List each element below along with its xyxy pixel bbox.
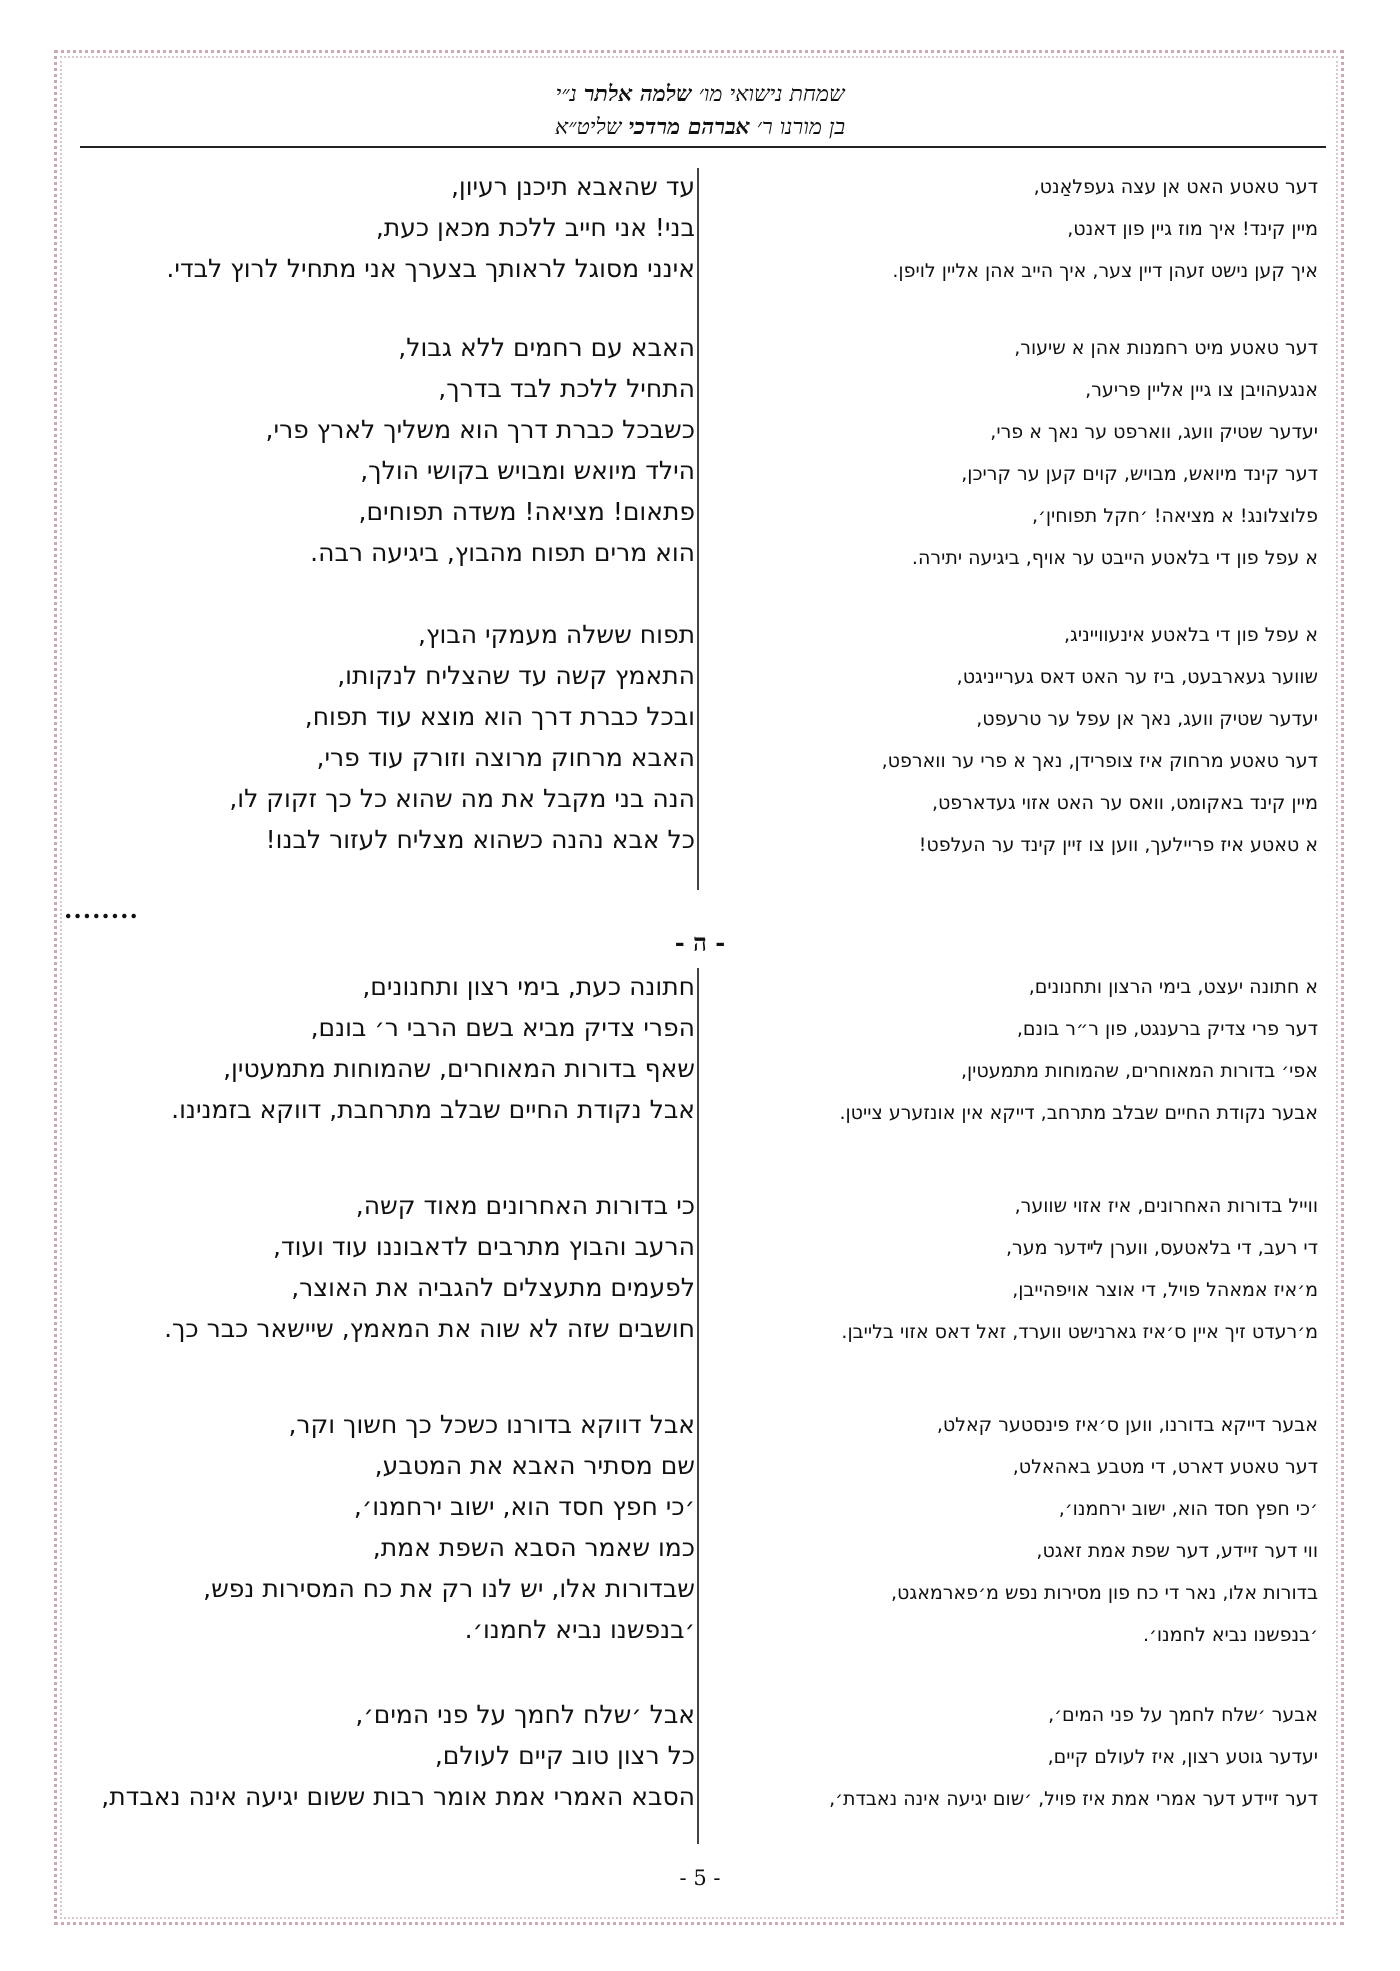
header-line-1 — [80, 78, 1320, 111]
verse-line: ׳כי חפץ חסד הוא, ישוב ירחמנו׳, — [353, 1492, 695, 1521]
verse-line: אנגעהויבן צו גיין אליין פריער, — [1085, 379, 1318, 401]
header-text: בן מורנו ר׳ — [756, 115, 846, 140]
bottom-yiddish-stanza-4 — [738, 1694, 1318, 1820]
bottom-hebrew-stanza-3 — [110, 1404, 695, 1650]
verse-line: יעדער גוטע רצון, איז לעולם קיים, — [1047, 1746, 1318, 1768]
bottom-hebrew-stanza-4 — [101, 1694, 695, 1817]
top-yiddish-stanza-2 — [738, 327, 1318, 579]
verse-line: חושבים שזה לא שוה את המאמץ, שיישאר כבר כך. — [164, 1314, 695, 1343]
verse-line: אבל ׳שלח לחמך על פני המים׳, — [355, 1700, 695, 1729]
verse-line: הילד מיואש ומבויש בקושי הולך, — [360, 456, 695, 485]
verse-line: אבער ׳שלח לחמך על פני המים׳, — [1048, 1704, 1318, 1726]
verse-line: יעדער שטיק וועג, נאך אן עפל ער טרעפט, — [976, 708, 1318, 730]
verse-line: אבל נקודת החיים שבלב מתרחבת, דווקא בזמנינו. — [171, 1095, 695, 1124]
verse-line: התחיל ללכת לבד בדרך, — [438, 374, 695, 403]
verse-line: ׳בנפשנו נביא לחמנו׳. — [464, 1615, 695, 1644]
verse-line: כל אבא נהנה כשהוא מצליח לעזור לבנו! — [265, 825, 695, 854]
verse-line: מיין קינד! איך מוז גיין פון דאנט, — [1067, 218, 1318, 240]
verse-line: אבער נקודת החיים שבלב מתרחב, דייקא אין אונזערע צייטן. — [839, 1102, 1318, 1124]
verse-line: חתונה כעת, בימי רצון ותחנונים, — [362, 972, 695, 1001]
verse-line: ווייל בדורות האחרונים, איז אזוי שווער, — [1014, 1195, 1318, 1217]
verse-line: די רעב, די בלאטעס, ווערן לײדער מער, — [1006, 1237, 1318, 1259]
verse-line: בני! אני חייב ללכת מכאן כעת, — [375, 213, 695, 242]
verse-line: כי בדורות האחרונים מאוד קשה, — [355, 1191, 695, 1220]
verse-line: ׳בנפשנו נביא לחמנו׳. — [1142, 1624, 1318, 1646]
verse-line: פתאום! מציאה! משדה תפוחים, — [358, 497, 695, 526]
header-text: שמחת נישואי מו׳ — [698, 82, 845, 107]
verse-line: אפי׳ בדורות המאוחרים, שהמוחות מתמעטין, — [960, 1060, 1318, 1082]
verse-line: יעדער שטיק וועג, ווארפט ער נאך א פרי, — [990, 421, 1318, 443]
verse-line: התאמץ קשה עד שהצליח לנקותו, — [337, 661, 695, 690]
verse-line: כמו שאמר הסבא השפת אמת, — [372, 1533, 695, 1562]
verse-line: ׳כי חפץ חסד הוא, ישוב ירחמנו׳, — [1058, 1498, 1318, 1520]
verse-line: הרעב והבוץ מתרבים לדאבוננו עוד ועוד, — [273, 1232, 695, 1261]
verse-line: פלוצלונג! א מציאה! ׳חקל תפוחין׳, — [1031, 505, 1318, 527]
verse-line: אינני מסוגל לראותך בצערך אני מתחיל לרוץ לבדי. — [166, 254, 695, 283]
page-header — [80, 78, 1320, 144]
top-hebrew-stanza-2 — [110, 327, 695, 573]
top-hebrew-stanza-1 — [110, 166, 695, 289]
verse-line: הפרי צדיק מביא בשם הרבי ר׳ בונם, — [310, 1013, 695, 1042]
verse-line: כל רצון טוב קיים לעולם, — [434, 1741, 695, 1770]
verse-line: הוא מרים תפוח מהבוץ, ביגיעה רבה. — [310, 538, 695, 567]
continuation-dots: ........ — [64, 895, 139, 924]
verse-line: שווער געארבעט, ביז ער האט דאס גערייניגט, — [956, 666, 1318, 688]
bottom-yiddish-stanza-3 — [738, 1404, 1318, 1656]
column-divider-top — [697, 168, 699, 890]
verse-line: א טאטע איז פריילעך, ווען צו זיין קינד ער העלפט! — [918, 834, 1318, 856]
verse-line: בדורות אלו, נאר די כח פון מסירות נפש מ׳פארמאגט, — [891, 1582, 1318, 1604]
verse-line: דער טאטע האט אן עצה געפלאַנט, — [1033, 176, 1318, 198]
header-text: נ״י — [555, 82, 577, 107]
top-yiddish-stanza-1 — [738, 166, 1318, 292]
verse-line: א עפל פון די בלאטע אינעווייניג, — [1063, 624, 1318, 646]
verse-line: דער טאטע מרחוק איז צופרידן, נאך א פרי ער ווארפט, — [881, 750, 1318, 772]
top-hebrew-stanza-3 — [110, 614, 695, 860]
bottom-hebrew-stanza-2 — [110, 1185, 695, 1349]
verse-line: הנה בני מקבל את מה שהוא כל כך זקוק לו, — [229, 784, 695, 813]
bottom-yiddish-stanza-2 — [738, 1185, 1318, 1353]
page-number: - 5 - — [679, 1866, 721, 1890]
verse-line: מיין קינד באקומט, וואס ער האט אזוי געדארפט, — [931, 792, 1318, 814]
bottom-yiddish-stanza-1 — [738, 966, 1318, 1134]
verse-line: האבא עם רחמים ללא גבול, — [398, 333, 695, 362]
bottom-hebrew-stanza-1 — [110, 966, 695, 1130]
verse-line: א חתונה יעצט, בימי הרצון ותחנונים, — [1028, 976, 1318, 998]
verse-line: דער טאטע מיט רחמנות אהן א שיעור, — [1014, 337, 1318, 359]
verse-line: עד שהאבא תיכנן רעיון, — [450, 172, 695, 201]
father-name: אברהם מרדכי — [628, 114, 750, 140]
groom-name: שלמה אלתר — [583, 81, 692, 107]
verse-line: דער קינד מיואש, מבויש, קוים קען ער קריכן, — [961, 463, 1318, 485]
verse-line: דער פרי צדיק ברענגט, פון ר״ר בונם, — [1016, 1018, 1318, 1040]
verse-line: ווי דער זיידע, דער שפת אמת זאגט, — [1036, 1540, 1318, 1562]
verse-line: מ׳איז אמאהל פויל, די אוצר אויפהייבן, — [1012, 1279, 1318, 1301]
verse-line: אבער דייקא בדורנו, ווען ס׳איז פינסטער קאלט, — [936, 1414, 1318, 1436]
verse-line: איך קען נישט זעהן דיין צער, איך הייב אהן אליין לויפן. — [892, 260, 1318, 282]
column-divider-bottom — [697, 968, 699, 1844]
verse-line: לפעמים מתעצלים להגביה את האוצר, — [291, 1273, 695, 1302]
verse-line: שבדורות אלו, יש לנו רק את כח המסירות נפש, — [203, 1574, 695, 1603]
verse-line: שם מסתיר האבא את המטבע, — [374, 1451, 695, 1480]
verse-line: שאף בדורות המאוחרים, שהמוחות מתמעטין, — [223, 1054, 695, 1083]
header-rule — [80, 146, 1326, 148]
verse-line: מ׳רעדט זיך איין ס׳איז גארנישט ווערד, זאל דאס אזוי בלייבן. — [841, 1321, 1318, 1343]
verse-line: דער זיידע דער אמרי אמת איז פויל, ׳שום יגיעה אינה נאבדת׳, — [829, 1788, 1318, 1810]
verse-line: ובכל כברת דרך הוא מוצא עוד תפוח, — [304, 702, 695, 731]
top-yiddish-stanza-3 — [738, 614, 1318, 866]
verse-line: תפוח ששלה מעמקי הבוץ, — [418, 620, 695, 649]
verse-line: האבא מרחוק מרוצה וזורק עוד פרי, — [316, 743, 695, 772]
verse-line: הסבא האמרי אמת אומר רבות ששום יגיעה אינה נאבדת, — [101, 1782, 695, 1811]
verse-line: דער טאטע דארט, די מטבע באהאלט, — [1012, 1456, 1318, 1478]
header-text: שליט״א — [554, 115, 622, 140]
verse-line: כשבכל כברת דרך הוא משליך לארץ פרי, — [265, 415, 695, 444]
verse-line: א עפל פון די בלאטע הייבט ער אויף, ביגיעה יתירה. — [911, 547, 1318, 569]
header-line-2 — [80, 111, 1320, 144]
verse-line: אבל דווקא בדורנו כשכל כך חשוך וקר, — [288, 1410, 695, 1439]
section-mark: - ה - — [674, 928, 726, 957]
